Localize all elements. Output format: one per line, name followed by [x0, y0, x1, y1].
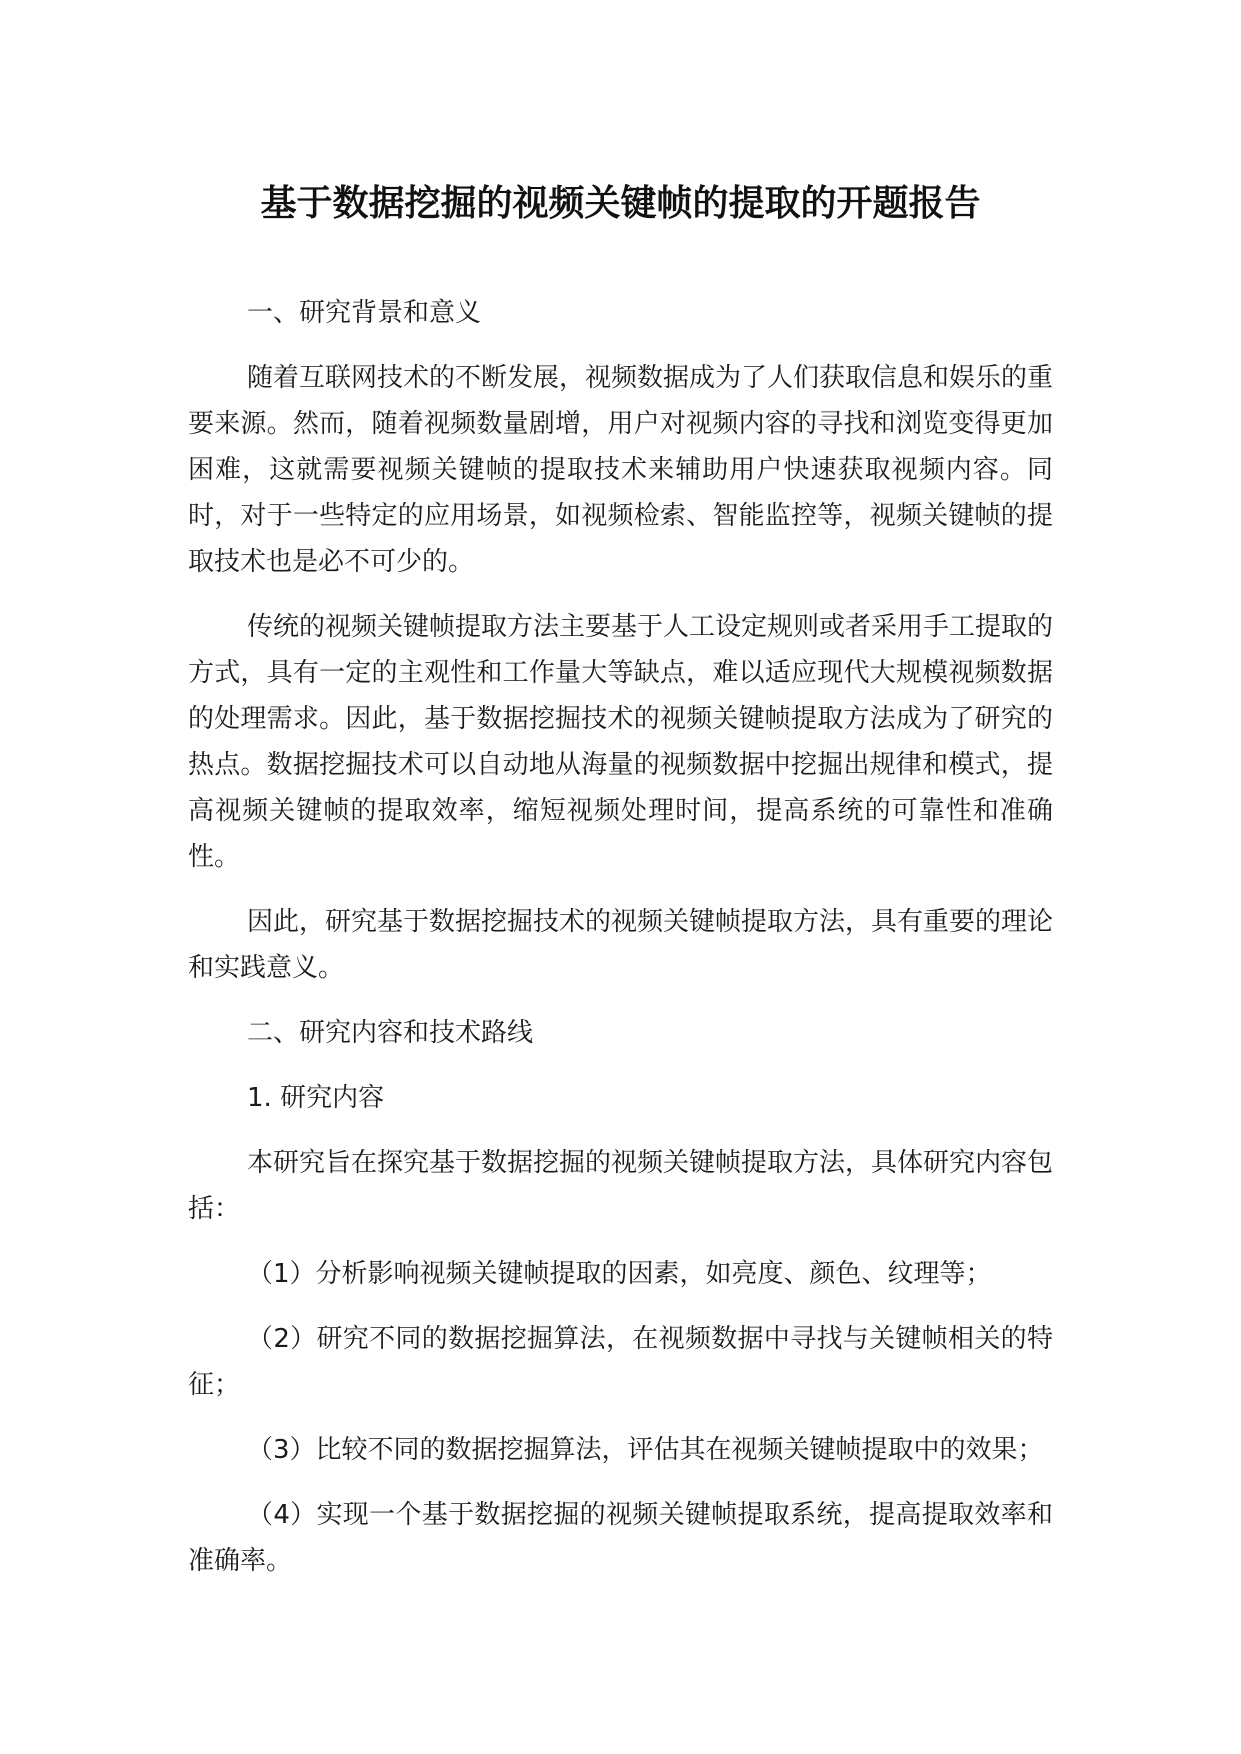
paragraph-research-intro: 本研究旨在探究基于数据挖掘的视频关键帧提取方法，具体研究内容包括： — [188, 1148, 1054, 1224]
list-item-2: （2）研究不同的数据挖掘算法，在视频数据中寻找与关键帧相关的特征； — [188, 1324, 1053, 1400]
section-heading-content: 二、研究内容和技术路线 — [247, 1018, 534, 1048]
list-item-4: （4）实现一个基于数据挖掘的视频关键帧提取系统，提高提取效率和准确率。 — [188, 1500, 1053, 1576]
paragraph-background-2: 传统的视频关键帧提取方法主要基于人工设定规则或者采用手工提取的方式，具有一定的主观性和工作量大等缺点，难以适应现代大规模视频数据的处理需求。因此，基于数据挖掘技术的视频关键帧提取方法成为了研究的热点。数据挖掘技术可以自动地从海量的视频数据中挖掘出规律和模式，提高视频关键帧的提取效率，缩短视频处理时间，提高系统的可靠性和准确性。 — [188, 612, 1054, 872]
paragraph-background-1: 随着互联网技术的不断发展，视频数据成为了人们获取信息和娱乐的重要来源。然而，随着视频数量剧增，用户对视频内容的寻找和浏览变得更加困难，这就需要视频关键帧的提取技术来辅助用户快速获取视频内容。同时，对于一些特定的应用场景，如视频检索、智能监控等，视频关键帧的提取技术也是必不可少的。 — [188, 363, 1054, 577]
list-item-1: （1）分析影响视频关键帧提取的因素，如亮度、颜色、纹理等； — [247, 1259, 992, 1289]
paragraph-background-3: 因此，研究基于数据挖掘技术的视频关键帧提取方法，具有重要的理论和实践意义。 — [188, 907, 1054, 983]
document-body — [188, 290, 1053, 1584]
document-title: 基于数据挖掘的视频关键帧的提取的开题报告 — [260, 183, 981, 224]
list-item-3: （3）比较不同的数据挖掘算法，评估其在视频关键帧提取中的效果； — [247, 1435, 1044, 1465]
section-heading-background: 一、研究背景和意义 — [247, 298, 482, 328]
subsection-heading-research-content: 1. 研究内容 — [247, 1083, 385, 1113]
